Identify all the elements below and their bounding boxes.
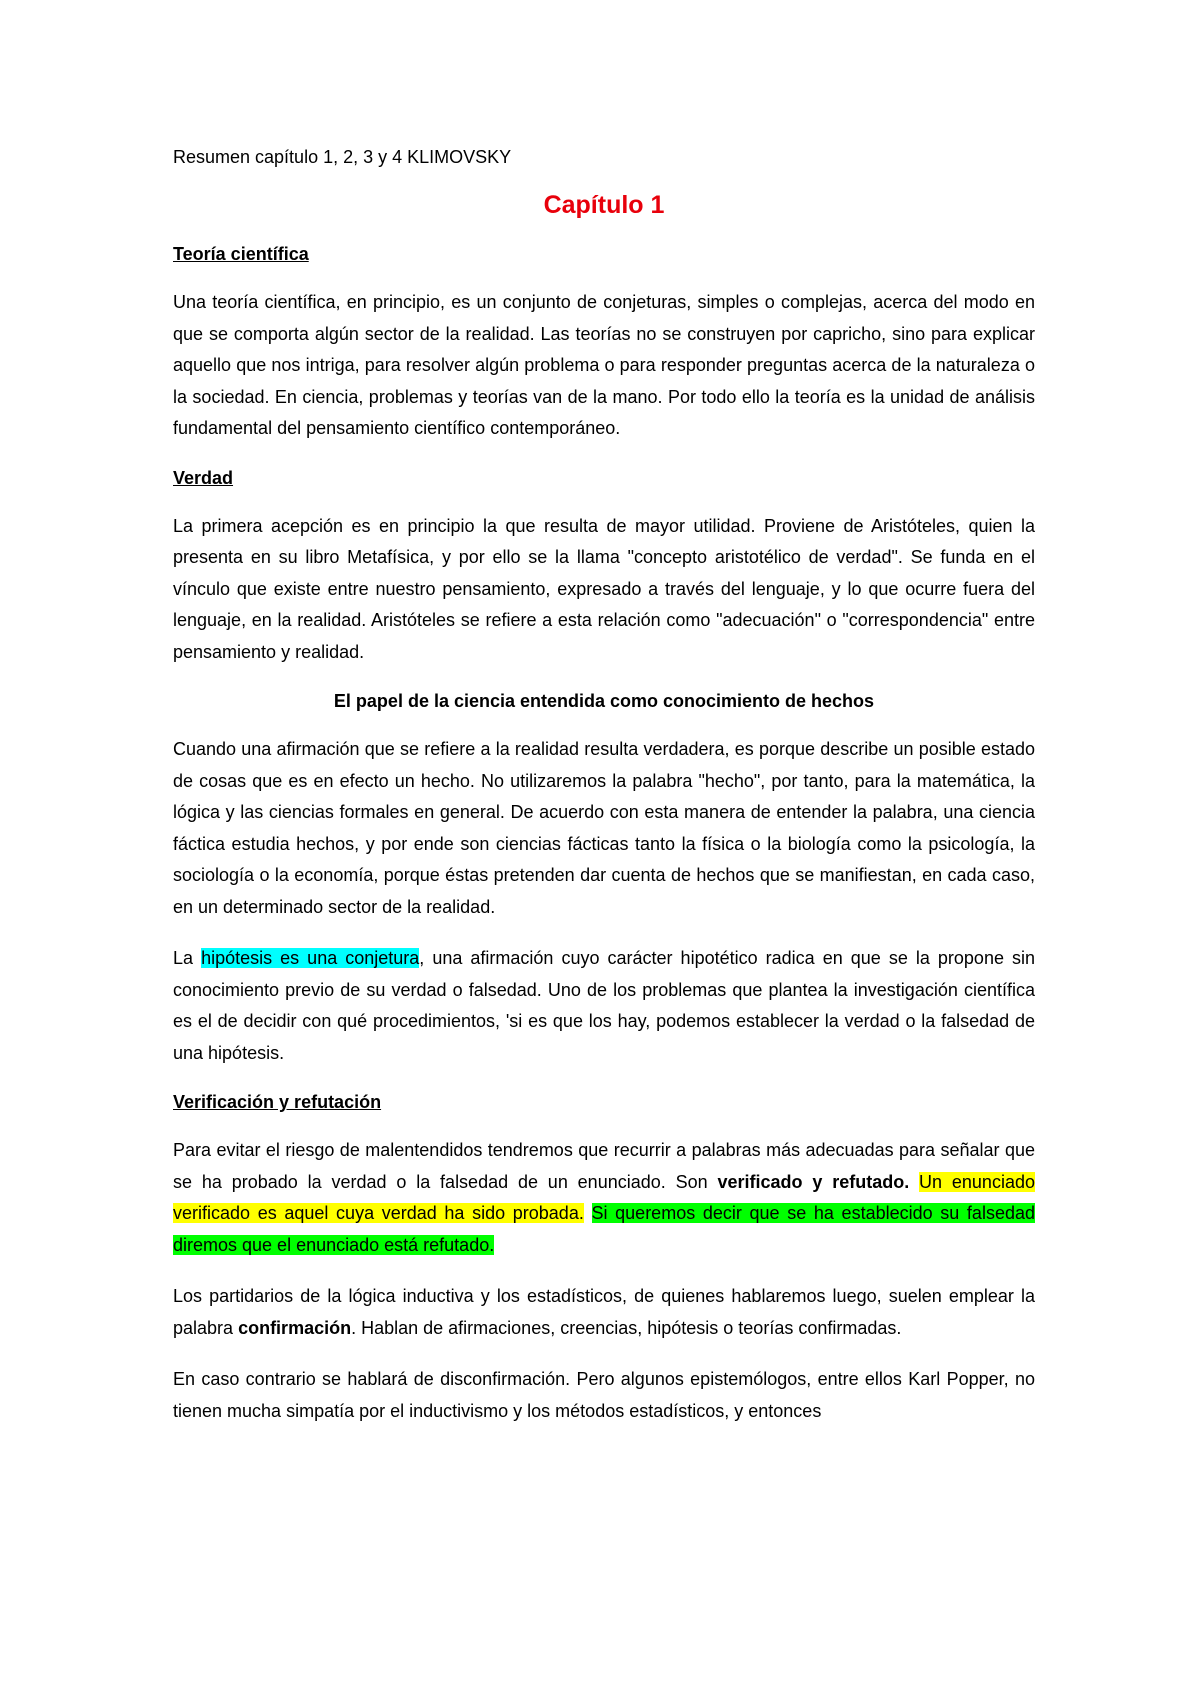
paragraph-hechos-2 bbox=[173, 943, 1035, 1069]
text-run bbox=[909, 1172, 919, 1192]
paragraph-verificacion-1 bbox=[173, 1135, 1035, 1261]
text-run: , una afirmación cuyo carácter hipotético radica en que se la propone sin conocimiento previo de su verdad o falsedad. Uno de los problemas que plantea la investigación científica es el de decidir con qué procedimientos, 'si es que los hay, podemos establecer la verdad o la falsedad de una hipótesis. bbox=[173, 948, 1035, 1063]
bold-term: verificado y refutado. bbox=[717, 1171, 910, 1192]
paragraph-teoria: Una teoría científica, en principio, es un conjunto de conjeturas, simples o complejas, acerca del modo en que se comporta algún sector de la realidad. Las teorías no se construyen por capricho, sino para explicar aquello que nos intriga, para resolver algún problema o para responder preguntas acerca de la naturaleza o la sociedad. En ciencia, problemas y teorías van de la mano. Por todo ello la teoría es la unidad de análisis fundamental del pensamiento científico contemporáneo. bbox=[173, 292, 1035, 438]
text-run: Los partidarios de la lógica inductiva y los estadísticos, de quienes hablaremos luego, suelen emplear la palabra bbox=[173, 1286, 1035, 1338]
paragraph-verificacion-3: En caso contrario se hablará de disconfirmación. Pero algunos epistemólogos, entre ellos Karl Popper, no tienen mucha simpatía por el inductivismo y los métodos estadísticos, y entonces bbox=[173, 1369, 1035, 1421]
section-heading-verificacion: Verificación y refutación bbox=[173, 1092, 382, 1112]
document-title: Resumen capítulo 1, 2, 3 y 4 KLIMOVSKY bbox=[173, 147, 512, 167]
bold-term: confirmación bbox=[238, 1317, 352, 1338]
section-heading-teoria: Teoría científica bbox=[173, 244, 309, 264]
paragraph-verdad: La primera acepción es en principio la que resulta de mayor utilidad. Proviene de Aristóteles, quien la presenta en su libro Metafísica, y por ello se la llama "concepto aristotélico de verdad". Se funda en el vínculo que existe entre nuestro pensamiento, expresado a través del lenguaje, y lo que ocurre fuera del lenguaje, en la realidad. Aristóteles se refiere a esta relación como "adecuación" o "correspondencia" entre pensamiento y realidad. bbox=[173, 515, 1035, 662]
section-heading-verdad: Verdad bbox=[173, 467, 234, 488]
text-run: . Hablan de afirmaciones, creencias, hipótesis o teorías confirmadas. bbox=[351, 1317, 902, 1338]
highlight-yellow: Un enunciado verificado es aquel cuya verdad ha sido probada. bbox=[173, 1171, 1035, 1223]
chapter-title: Capítulo 1 bbox=[543, 191, 665, 219]
section-heading-hechos: El papel de la ciencia entendida como conocimiento de hechos bbox=[333, 691, 875, 711]
paragraph-verificacion-2 bbox=[173, 1281, 1035, 1344]
paragraph-hechos-1: Cuando una afirmación que se refiere a la realidad resulta verdadera, es porque describe un posible estado de cosas que es en efecto un hecho. No utilizaremos la palabra "hecho", por tanto, para la matemática, la lógica y las ciencias formales en general. De acuerdo con esta manera de entender la palabra, una ciencia fáctica estudia hechos, y por ende son ciencias fácticas tanto la física o la biología como la psicología, la sociología o la economía, porque éstas pretenden dar cuenta de hechos que se manifiestan, en cada caso, en un determinado sector de la realidad. bbox=[173, 739, 1035, 917]
highlight-cyan: hipótesis es una conjetura bbox=[201, 948, 420, 968]
highlight-green: Si queremos decir que se ha establecido su falsedad diremos que el enunciado está refutado. bbox=[173, 1203, 1035, 1255]
text-run: Para evitar el riesgo de malentendidos tendremos que recurrir a palabras más adecuadas para señalar que se ha probado la verdad o la falsedad de un enunciado. Son bbox=[173, 1140, 1035, 1192]
text-run: La bbox=[173, 948, 202, 968]
